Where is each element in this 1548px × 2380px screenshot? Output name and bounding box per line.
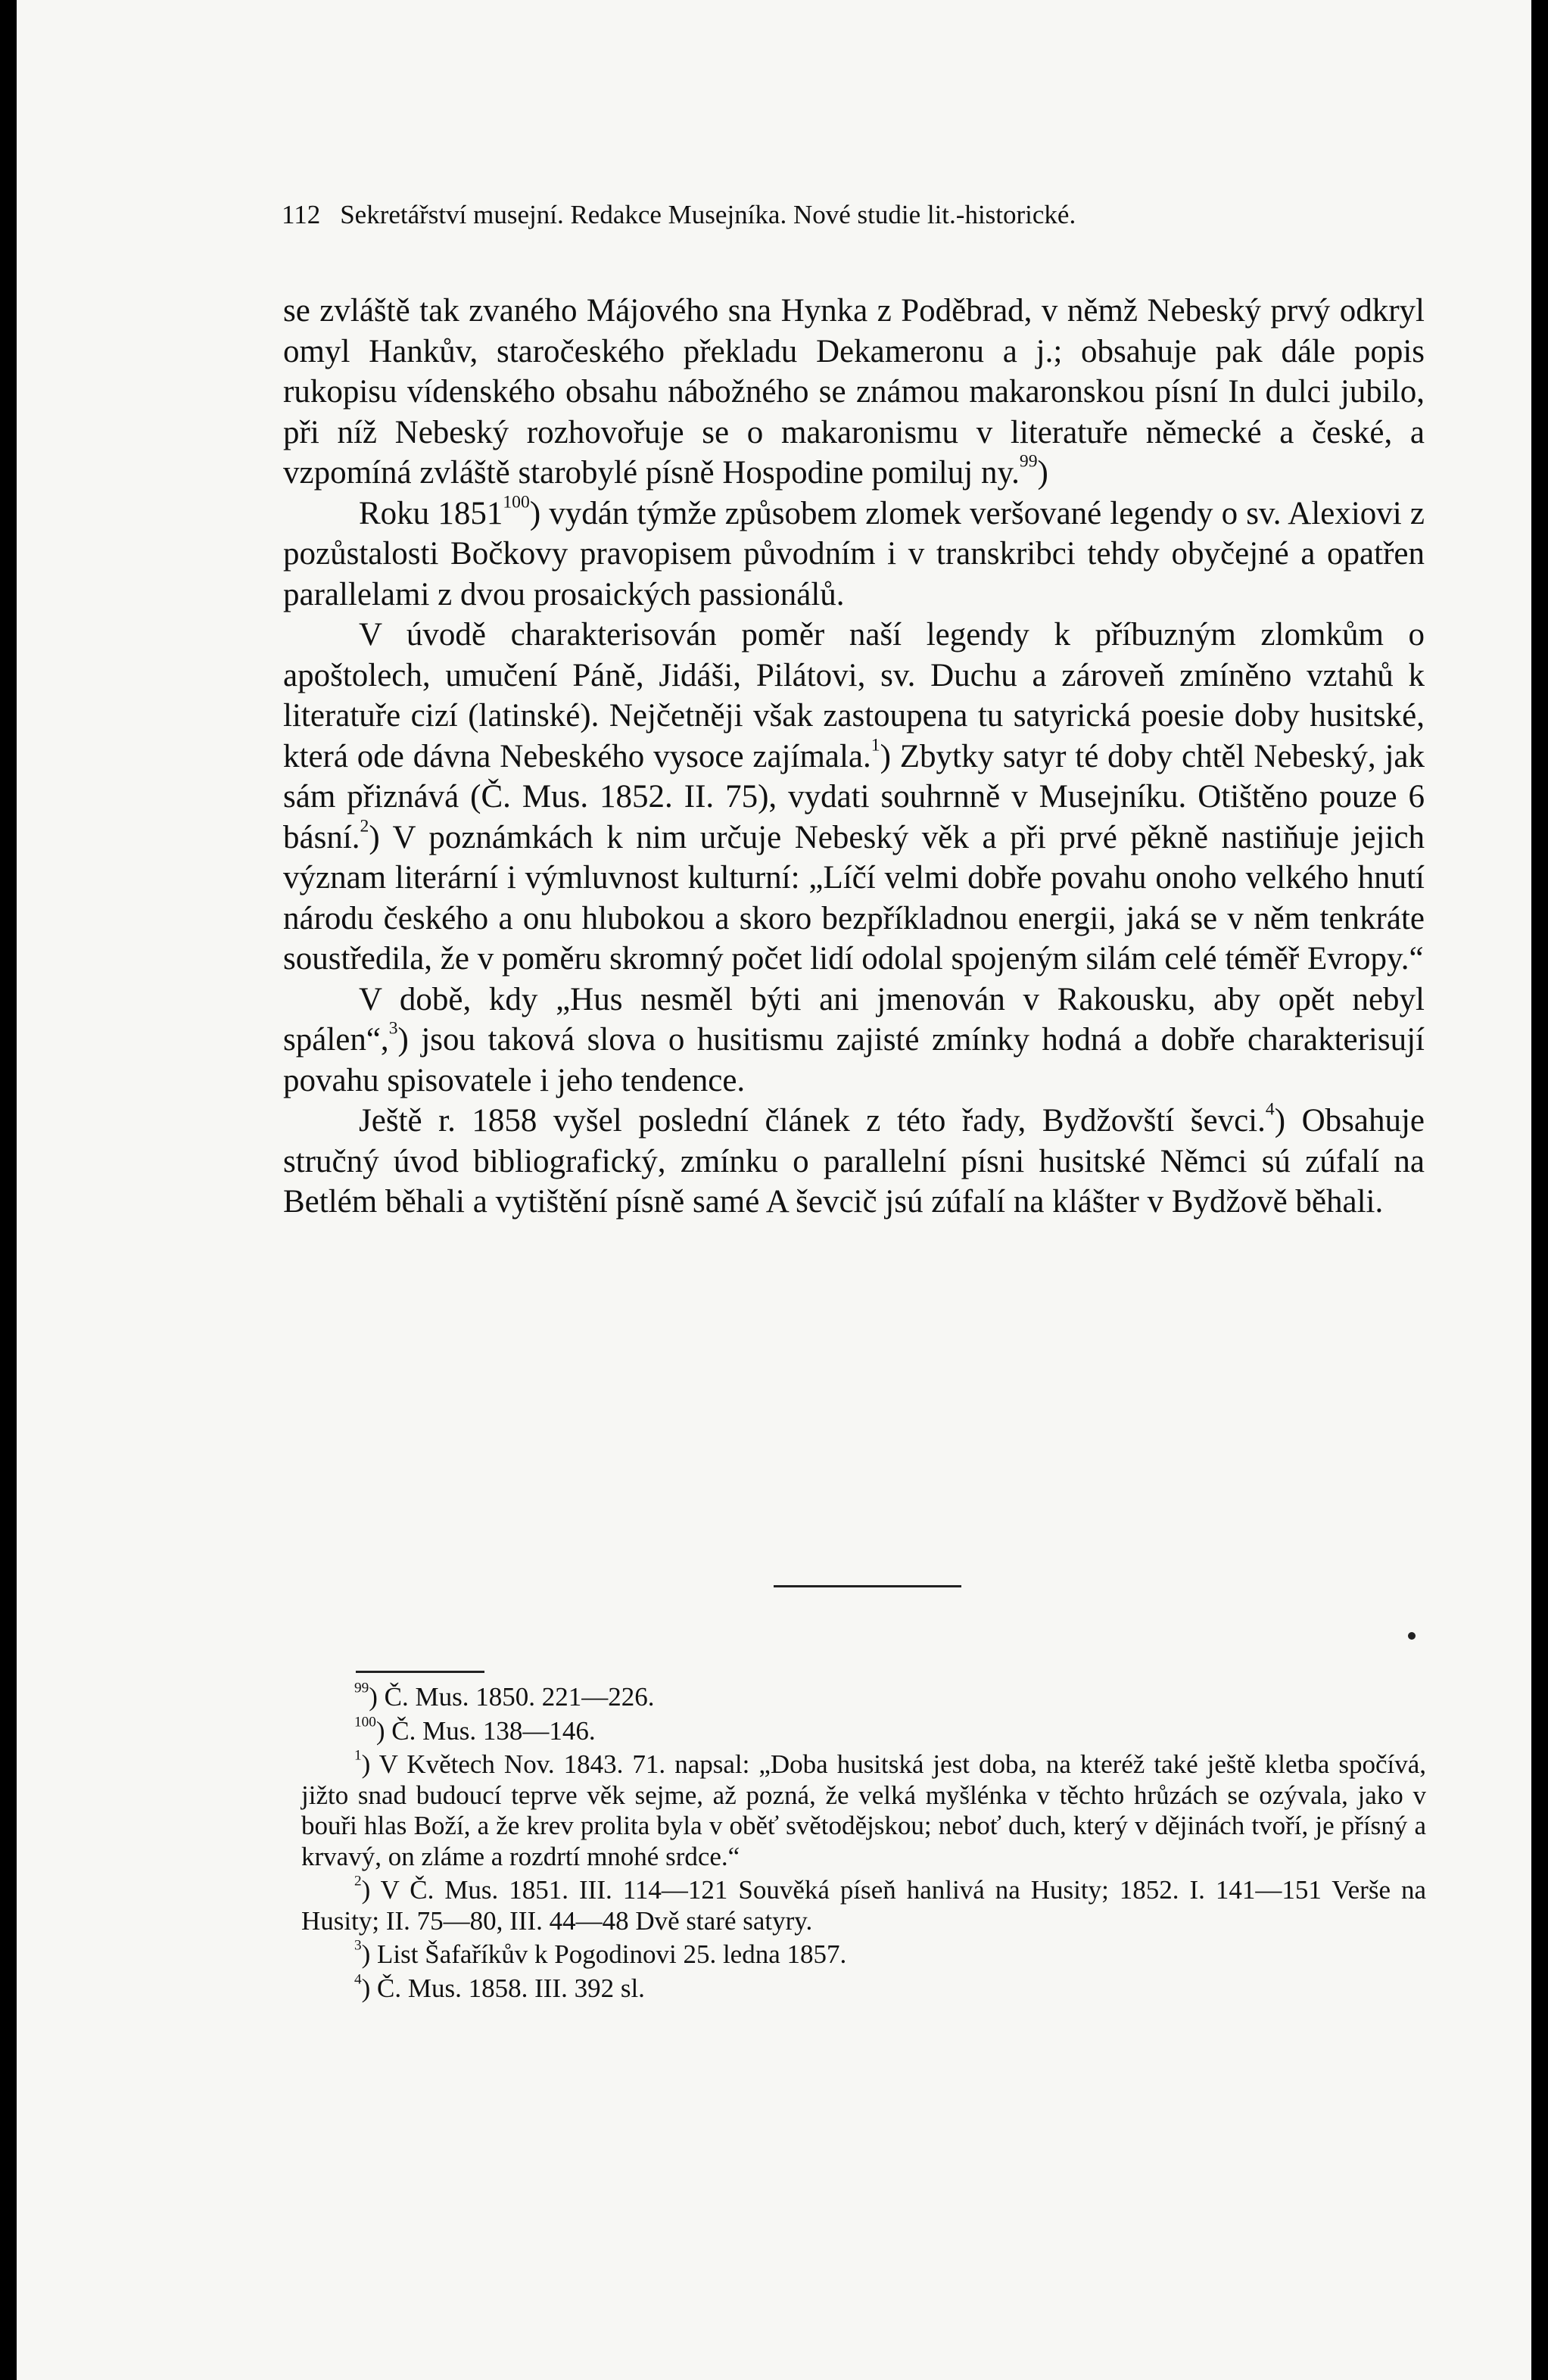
- speck-mark: [1408, 1632, 1416, 1640]
- paragraph-3: V úvodě charakterisován poměr naší legendy k příbuzným zlomkům o apoštolech, umučení Páně, Jidáši, Pilátovi, sv. Duchu a zároveň zmíněno vztahů k literatuře cizí (latinské). Nejčetněji však zastoupena tu satyrická poesie doby husitské, která ode dávna Nebeského vysoce zajímala.$^1$) Zbytky satyr té doby chtěl Nebeský, jak sám přiznává (Č. Mus. 1852. II. 75), vydati souhrnně v Musejníku. Otištěno pouze 6 básní.$^2$) V poznámkách k nim určuje Nebeský věk a při prvé pěkně nastiňuje jejich význam literární i výmluvnost kulturní: „Líčí velmi dobře povahu onoho velkého hnutí národu českého a onu hlubokou a skoro bezpříkladnou energii, jaká se v něm tenkráte soustředila, že v poměru skromný počet lidí odolal spojeným silám celé téměř Evropy.“: [283, 617, 1425, 977]
- footnote-1: $^1$) V Květech Nov. 1843. 71. napsal: „Doba husitská jest doba, na kteréž také ještě kletba spočívá, jižto snad budoucí teprve věk sejme, až pozná, že velká myšlénka v těchto hrůzách se ozývala, jako v bouři hlas Boží, a že krev prolita byla v oběť světodějskou; neboť duch, který v dějinách tvoří, je přísný a krvavý, on zláme a rozdrtí mnohé srdce.“: [301, 1747, 1426, 1871]
- paragraph-4: V době, kdy „Hus nesměl býti ani jmenován v Rakousku, aby opět nebyl spálen“,$^3$) jsou taková slova o husitismu zajisté zmínky hodná a dobře charakterisují povahu spisovatele i jeho tendence.: [283, 981, 1425, 1098]
- running-header: [282, 198, 1417, 232]
- footnote-ref-2: 2: [360, 816, 369, 836]
- footnote-ref-3: 3: [388, 1018, 398, 1039]
- paragraph-1: se zvláště tak zvaného Májového sna Hynka z Poděbrad, v němž Nebeský prvý odkryl omyl Hankův, staročeského překladu Dekameronu a j.; obsahuje pak dále popis rukopisu vídenského obsahu nábožného se známou makaronskou písní In dulci jubilo, při níž Nebeský rozhovořuje se o makaronismu v literatuře německé a české, a vzpomíná zvláště starobylé písně Hospodine pomiluj ny.$^{99}$): [283, 293, 1425, 491]
- footnotes: [301, 1682, 1426, 2007]
- footnote-ref-4: 4: [1265, 1099, 1275, 1120]
- paragraph-5: Ještě r. 1858 vyšel poslední článek z této řady, Bydžovští ševci.$^4$) Obsahuje stručný úvod bibliografický, zmínku o parallelní písni husitské Němci sú zúfalí na Betlém běhali a vytištění písně samé A ševcič jsú zúfalí na klášter v Bydžově běhali.: [283, 1099, 1425, 1220]
- footnote-2: $^2$) V Č. Mus. 1851. III. 114—121 Souvěká píseň hanlivá na Husity; 1852. I. 141—151 Verše na Husity; II. 75—80, III. 44—48 Dvě staré satyry.: [301, 1873, 1426, 1936]
- footnote-100: $^{100}$) Č. Mus. 138—146.: [354, 1714, 596, 1746]
- footnote-4: $^4$) Č. Mus. 1858. III. 392 sl.: [354, 1971, 645, 2003]
- paragraph-2: Roku 1851$^{100}$) vydán týmže způsobem zlomek veršované legendy o sv. Alexiovi z pozůstalosti Bočkovy pravopisem původním i v transkribci tehdy obyčejné a opatřen parallelami z dvou prosaických passionálů.: [283, 492, 1425, 612]
- main-text: [283, 291, 1425, 1223]
- document-page: [17, 0, 1531, 2380]
- footnote-rule: [356, 1671, 484, 1673]
- footnote-3: $^3$) List Šafaříkův k Pogodinovi 25. ledna 1857.: [354, 1937, 847, 1969]
- page-number: 112: [282, 200, 321, 229]
- running-title: Sekretářství musejní. Redakce Musejníka. Nové studie lit.-historické.: [340, 200, 1076, 229]
- footnote-ref-99: 99: [1019, 451, 1038, 472]
- section-divider: [774, 1585, 961, 1587]
- footnote-ref-100: 100: [503, 492, 530, 512]
- footnote-ref-1: 1: [871, 735, 880, 755]
- footnote-99: $^{99}$) Č. Mus. 1850. 221—226.: [354, 1680, 655, 1712]
